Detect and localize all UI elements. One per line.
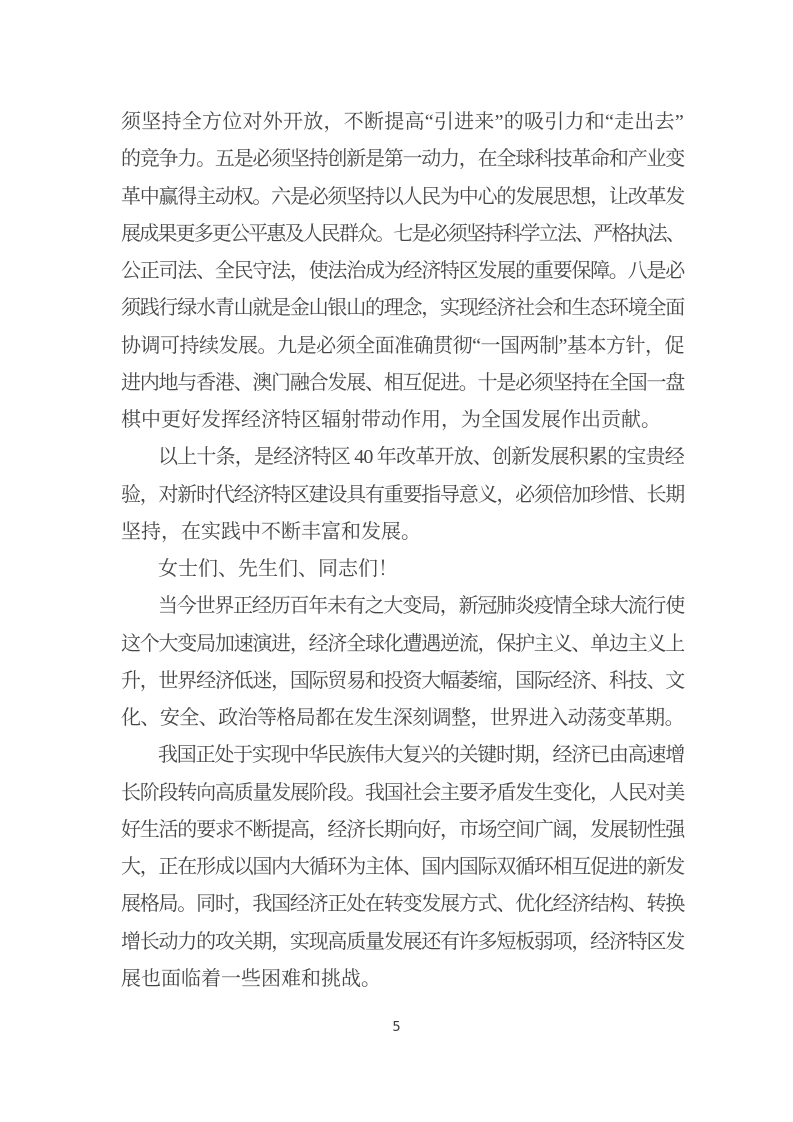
text-line-content: 展成果更多更公平惠及人民群众。七是必须坚持科学立法、严格执法、 bbox=[121, 222, 684, 245]
text-line bbox=[121, 290, 684, 327]
text-line-content: 的竞争力。五是必须坚持创新是第一动力，在全球科技革命和产业变 bbox=[121, 148, 684, 171]
text-line bbox=[121, 328, 684, 365]
text-line-content: 这个大变局加速演进，经济全球化遭遇逆流，保护主义、单边主义上 bbox=[121, 632, 684, 655]
text-line-content: 女士们、先生们、同志们！ bbox=[158, 558, 398, 580]
text-line bbox=[121, 737, 684, 774]
text-line-content: 当今世界正经历百年未有之大变局，新冠肺炎疫情全球大流行使 bbox=[158, 595, 684, 618]
text-line bbox=[121, 775, 684, 812]
text-line bbox=[121, 179, 684, 216]
text-line-content: 大，正在形成以国内大循环为主体、国内国际双循环相互促进的新发 bbox=[121, 856, 684, 878]
text-line bbox=[121, 216, 684, 253]
text-line bbox=[121, 253, 684, 290]
text-line-content: 验，对新时代经济特区建设具有重要指导意义，必须倍加珍惜、长期 bbox=[121, 483, 684, 506]
text-line-content: 长阶段转向高质量发展阶段。我国社会主要矛盾发生变化，人民对美 bbox=[121, 781, 684, 804]
page-number: 5 bbox=[392, 1020, 401, 1035]
text-line-content: 展也面临着一些困难和挑战。 bbox=[121, 967, 381, 990]
text-line-content: 升，世界经济低迷，国际贸易和投资大幅萎缩，国际经济、科技、文 bbox=[121, 669, 684, 692]
text-line bbox=[121, 402, 684, 439]
text-line-content: 棋中更好发挥经济特区辐射带动作用，为全国发展作出贡献。 bbox=[121, 409, 661, 431]
text-line-content: 进内地与香港、澳门融合发展、相互促进。十是必须坚持在全国一盘 bbox=[121, 371, 684, 394]
text-line-content: 须坚持全方位对外开放，不断提高“引进来”的吸引力和“走出去” bbox=[121, 111, 684, 133]
text-line bbox=[121, 886, 684, 923]
text-line-content: 协调可持续发展。九是必须全面准确贯彻“一国两制”基本方针，促 bbox=[121, 334, 684, 357]
text-line bbox=[121, 477, 684, 514]
text-line bbox=[121, 700, 684, 737]
text-line-content: 好生活的要求不断提高，经济长期向好，市场空间广阔，发展韧性强 bbox=[121, 818, 684, 841]
text-line bbox=[121, 104, 684, 141]
text-line bbox=[121, 514, 684, 551]
text-line bbox=[121, 588, 684, 625]
text-line bbox=[121, 365, 684, 402]
text-line bbox=[121, 141, 684, 178]
salutation-line bbox=[121, 551, 684, 588]
text-line bbox=[121, 626, 684, 663]
text-line bbox=[121, 961, 684, 998]
text-line bbox=[121, 812, 684, 849]
document-body bbox=[121, 104, 684, 998]
text-line-content: 坚持，在实践中不断丰富和发展。 bbox=[121, 520, 421, 543]
text-line bbox=[121, 439, 684, 476]
text-line-content: 革中赢得主动权。六是必须坚持以人民为中心的发展思想，让改革发 bbox=[121, 185, 684, 208]
text-line-content: 化、安全、政治等格局都在发生深刻调整，世界进入动荡变革期。 bbox=[121, 707, 684, 729]
text-line-content: 以上十条，是经济特区 40 年改革开放、创新发展积累的宝贵经 bbox=[158, 446, 684, 469]
text-line-content: 我国正处于实现中华民族伟大复兴的关键时期，经济已由高速增 bbox=[158, 744, 684, 767]
text-line-content: 展格局。同时，我国经济正处在转变发展方式、优化经济结构、转换 bbox=[121, 893, 684, 916]
text-line bbox=[121, 924, 684, 961]
text-line-content: 须践行绿水青山就是金山银山的理念，实现经济社会和生态环境全面 bbox=[121, 297, 684, 320]
text-line-content: 公正司法、全民守法，使法治成为经济特区发展的重要保障。八是必 bbox=[121, 260, 684, 282]
text-line-content: 增长动力的攻关期，实现高质量发展还有许多短板弱项，经济特区发 bbox=[121, 930, 684, 953]
text-line bbox=[121, 663, 684, 700]
text-line bbox=[121, 849, 684, 886]
